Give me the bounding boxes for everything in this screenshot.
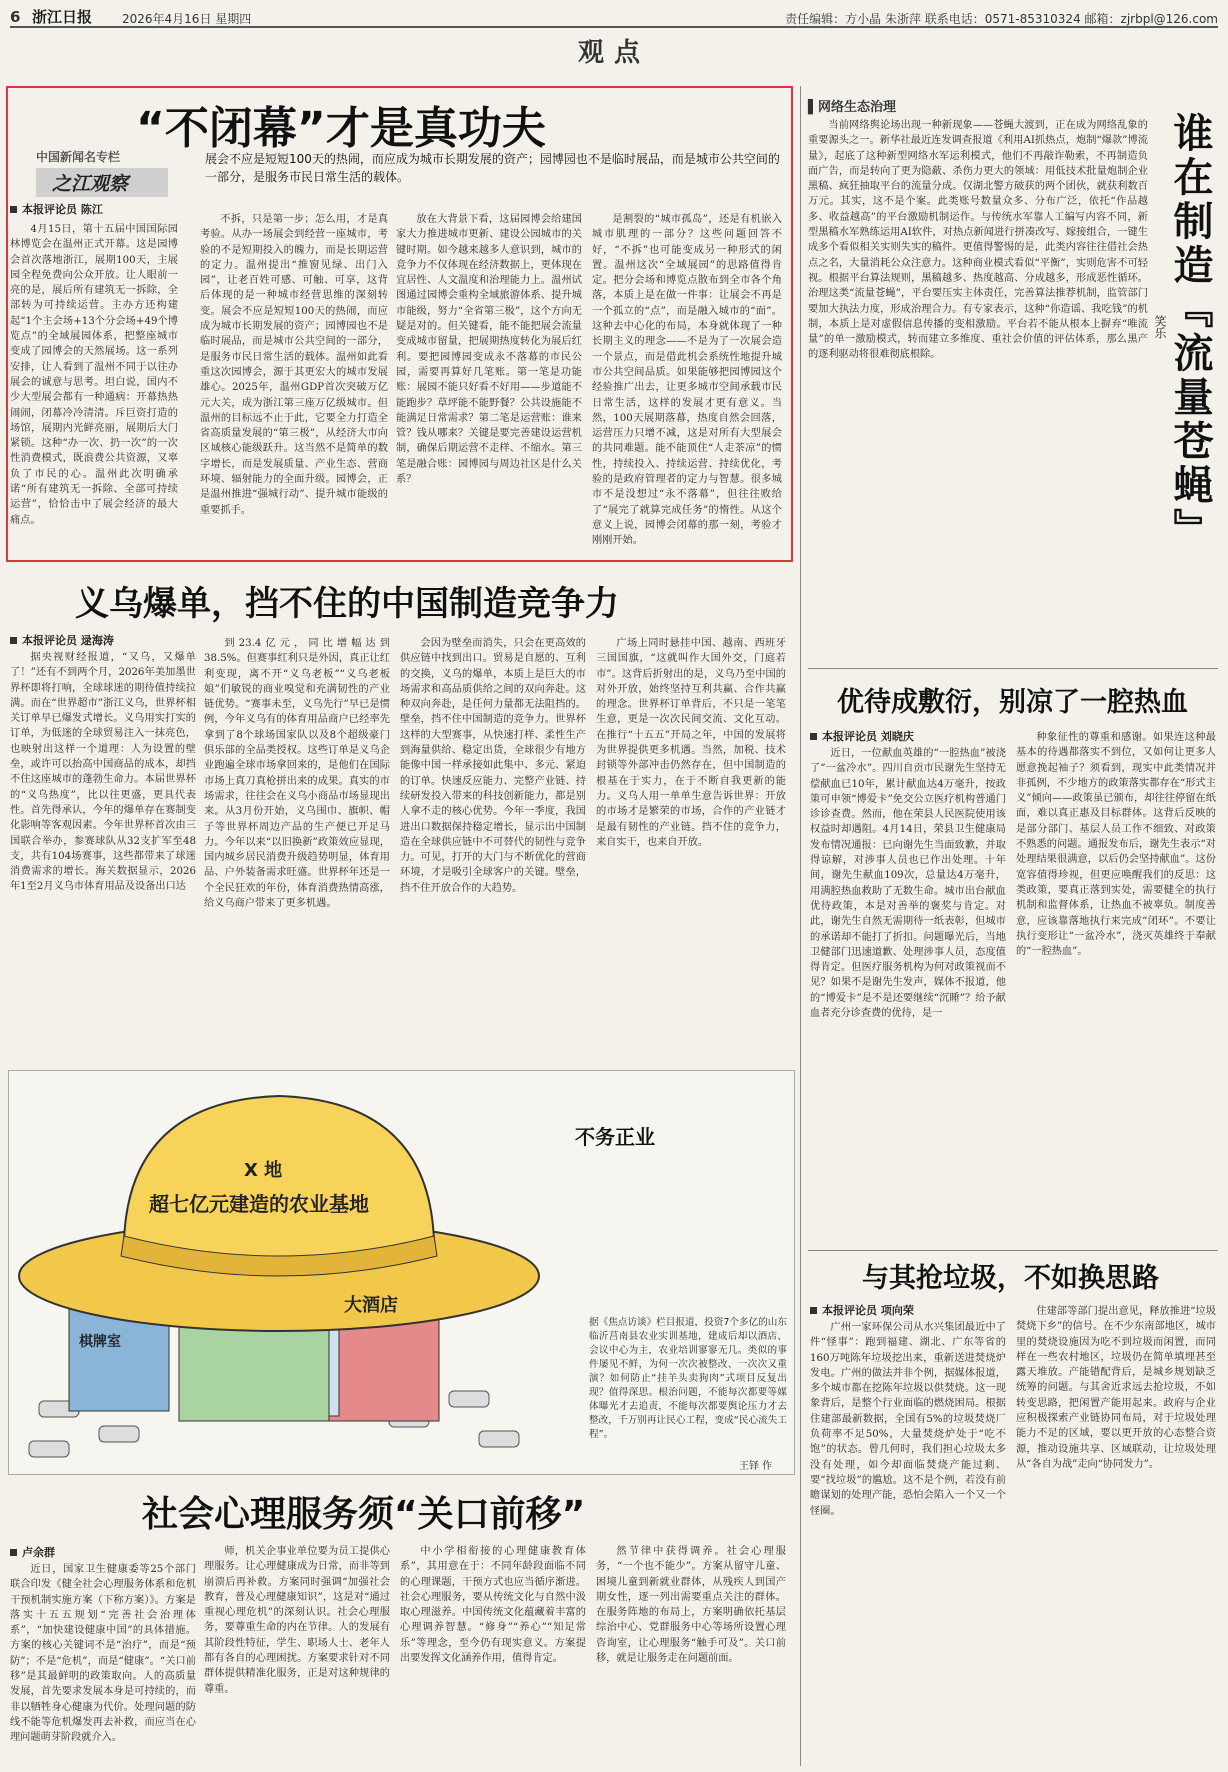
article4-column-2 — [204, 1544, 390, 1766]
article1-lead: 展会不应是短短100天的热闹，而应成为城市长期发展的资产；园博园也不是临时展品，而是城市公共空间的一部分，是服务市民日常生活的载体。 — [205, 152, 780, 184]
right2-column-1 — [810, 746, 1006, 1246]
page-header — [10, 6, 1218, 28]
right1-author: 笑乐 — [1153, 315, 1167, 339]
hotel-sign: 大酒店 — [344, 1295, 398, 1316]
paper-logo: 浙江日报 — [32, 8, 93, 26]
article-title-garbage[interactable]: 与其抢垃圾，不如换思路 — [862, 1263, 1159, 1294]
section-divider — [808, 1250, 1218, 1251]
right3-byline: 本报评论员 项向荣 — [810, 1302, 914, 1318]
right1-vertical-title[interactable]: 谁在制造『流量苍蝇』 — [1167, 112, 1213, 552]
article-title-psychology[interactable]: 社会心理服务须“关口前移” — [142, 1494, 586, 1535]
editor-info: 责任编辑：方小晶 朱浙萍 联系电话：0571-85310324 邮箱：zjrbpl@126.com — [785, 12, 1218, 26]
chess-room-sign: 棋牌室 — [79, 1334, 121, 1350]
hat-text-1: X 地 — [244, 1160, 283, 1181]
article4-column-3 — [400, 1544, 586, 1766]
article-title-blood-donor[interactable]: 优待成敷衍，别凉了一腔热血 — [837, 687, 1188, 718]
paragraph: 师，机关企事业单位要为员工提供心理服务。让心理健康成为日常，而非等到崩溃后再补救。方案同时强调“加强社会教育，普及心理健康知识”，这是对“通过重视心理危机”的深刻认识。社会心理服务，要尊重生命的内在节律。人的发展有其阶段性特征，学生、职场人士、老年人都有各自的心理困扰。方案要求针对不同群体提供精准化服务，正是对这种规律的尊重。 — [204, 1546, 390, 1695]
article1-byline: 本报评论员 陈江 — [10, 201, 103, 217]
issue-date: 2026年4月16日 星期四 — [122, 12, 252, 26]
page-number: 6 — [10, 8, 21, 26]
article1-column-3 — [396, 212, 582, 555]
section-title: 观点 — [577, 38, 650, 68]
column-name: 之江观察 — [36, 168, 168, 197]
cartoon-caption — [589, 1316, 787, 1456]
right3-column-2 — [1016, 1304, 1216, 1764]
cartoon-author: 王铎 作 — [739, 1461, 773, 1472]
paragraph: 近日，国家卫生健康委等25个部门联合印发《健全社会心理服务体系和危机干预机制实施方案（下称方案）》。方案是落实十五五规划“完善社会治理体系”，“加快建设健康中国”的具体措施。方案的核心关键词不是“治疗”，而是“预防”；不是“危机”，而是“健康”。“关口前移”是其最鲜明的政策取向。人的高质量发展，首先要求发展本身是可持续的，而非以牺牲身心健康为代价。处理问题的防线不能等危机爆发再去补救，而应当在心理问题萌芽阶段就介入。 — [10, 1564, 196, 1744]
column-badge — [36, 148, 168, 197]
paragraph: 住建部等部门提出意见，释放推进“垃圾焚烧下乡”的信号。在不少东南部地区，城市里的焚烧设施因为吃不到垃圾而闲置，而同样在一些农村地区，垃圾仍在简单填埋甚至露天堆放。产能错配背后，是城乡规划缺乏统筹的问题。与其舍近求远去抢垃圾，不如转变思路，把闲置产能用起来。政府与企业应积极探索产业链协同布局，对于垃圾处理能力不足的区域，要以更开放的心态整合资源，推动设施共享、区域联动，让垃圾处理从“各自为战”走向“协同发力”。 — [1016, 1306, 1216, 1470]
cartoon-panel — [8, 1070, 795, 1475]
paragraph: 放在大背景下看，这届园博会给建国家大力推进城市更新、建设公园城市的关键时期。如今越来越多人意识到，城市的竞争力不仅体现在经济数据上，更体现在宜居性、人文温度和治理能力上。温州试图通过园博会重构全域旅游体系、提升城市能级，努力“全省第三极”，这个方向无疑是对的。但关键看，能不能把展会流量变成城市留量，把展期热度转化为展后红利。要把园博园变成永不落幕的市民公园，需要再算好几笔账。第一笔是功能账：展园不能只好看不好用——步道能不能跑步？草坪能不能野餐？公共设施能不能满足日常需求？第二笔是运营账：谁来管？钱从哪来？关键是要完善建设运营机制，确保后期运营不走样、不缩水。第三笔是融合账：园博园与周边社区是什么关系？ — [396, 214, 582, 486]
paragraph: 广场上同时悬挂中国、越南、西班牙三国国旗，“这就叫作大国外交，门庭若市”。这背后折射出的是，义乌乃至中国的对外开放，始终坚持互利共赢、合作共赢的理念。世界杯订单背后，不只是一笔笔生意，更是一次次民间交流、文化互动。在推行“十五五”开局之年，中国的发展将为世界提供更多机遇。当然，加税、技术封锁等外部冲击仍然存在，但中国制造的根基在于实力，在于不断自我更新的能力。义乌人用一单单生意告诉世界：开放的市场才是繁荣的市场，合作的产业链才是最有韧性的产业链。挡不住的竞争力，来自实干，也来自开放。 — [596, 638, 786, 848]
paragraph: 不拆，只是第一步；怎么用，才是真考验。从办一场展会到经营一座城市，考验的不是短期投入的魄力，而是长期运营的定力。温州提出“推窗见绿、出门入园”，让老百姓可感、可触、可享，这背后体现的是一种城市经营思维的深刻转变。展会不应是短短100天的热闹，而应成为城市长期发展的资产；园博园也不是临时展品，而是城市公共空间的一部分，是服务市民日常生活的载体。温州如此看重这次园博会，源于其更宏大的城市发展雄心。2025年，温州GDP首次突破万亿元大关，成为浙江第三座万亿级城市。但温州的目标远不止于此，它要全力打造全省高质量发展的“第三极”，从经济大市向区域核心能级跃升。这当然不是简单的数字增长，而是发展质量、产业生态、营商环境、辐射能力的全面升级。园博会，正是温州推进“强城行动”、提升城市能级的重要抓手。 — [200, 214, 388, 516]
paragraph: 然节律中获得调养。社会心理服务，“一个也不能少”。方案从留守儿童、困境儿童到新就业群体，从残疾人到国产期女性，逐一列出需要重点关注的群体。在服务阵地的布局上，方案明确依托基层综治中心、党群服务中心等场所设置心理咨询室，让心理服务“触手可及”。关口前移，就是让服务走在问题前面。 — [596, 1546, 786, 1665]
right2-column-2 — [1016, 730, 1216, 1246]
article-title-not-closing[interactable]: “不闭幕”才是真功夫 — [136, 103, 546, 154]
paragraph: 到23.4亿元，同比增幅达到38.5%。但赛事红利只是外因，真正让红利变现，离不开“义乌老板”“义乌老板娘”们敏锐的商业嗅觉和充满韧性的产业链优势。“赛事未至，义乌先行”早已是惯例，今年义乌有的体育用品商户已经率先拿到了8个球场国家队以及8个超级豪门俱乐部的全品类授权。这些订单是义乌企业跑遍全球市场拿回来的，是他们在国际市场上真刀真枪拼出来的成果。真实的市场需求，往往会在义乌小商品市场显现出来。从3月份开始，义乌围巾、旗帜、帽子等世界杯周边产品的生产便已开足马力。今年以来“以旧换新”政策效应显现，国内城乡居民消费升级趋势明显，体育用品、户外装备需求旺盛。世界杯年还是一个全民狂欢的年份，体育消费热情高涨，给义乌商户带来了更多机遇。 — [204, 638, 390, 910]
caption-text: 据《焦点访谈》栏目报道，投资7个多亿的山东临沂莒南县农业实训基地，建成后却以酒店、会议中心为主，农业培训寥寥无几。类似的事件屡见不鲜，为何一次次被整改、一次次又重演？如何防止“挂羊头卖狗肉”式项目反复出现？值得深思。根治问题，不能每次都要等媒体曝光才去追责，不能每次都要舆论压力才去整改，千万别再让民心工程，变成“民心流失工程”。 — [589, 1317, 787, 1440]
paragraph: 当前网络舆论场出现一种新现象——苍蝇大渡到，正在成为网络乱象的重要源头之一。新华社最近连发调查报道《利用AI抓热点，炮制“爆款”博流量》，起底了这种新型网络水军运利模式，他们不再敲诈勒索，不再制造负面广告，而是转向了更为隐蔽、杀伤力更大的领域：用低技术批量炮制企业黑稿、疯狂抽取平台的流量分成。仅湖北警方破获的两个团伙，就获利数百万元。其实，这不是个案。此类账号数量众多、分布广泛，依托“作品越多、收益越高”的平台激励机制运作。与传统水军靠人工编写内容不同，新型黑稿水军熟练运用AI软件，对热点新闻进行拼凑改写、嫁接组合，一键生成多个看似相关实则失实的稿件。更值得警惕的是，此类内容往往借社会热点之名，大量消耗公众注意力。这种商业模式看似“平衡”，实则危害不可轻视。根据平台算法规则，黑稿越多、热度越高、分成越多，形成恶性循环。治理这类“流量苍蝇”，平台要压实主体责任，完善算法推荐机制，监管部门要加大执法力度，形成治理合力。有专家表示，这种“你造谣、我吃钱”的机制，本质上是对虚假信息传播的变相激励。平台若不能从根本上摒弃“唯流量”的单一激励模式，转而建立多维度、重社会价值的评估体系，那么黑产的逐利驱动将很难彻底根除。 — [808, 120, 1148, 361]
article1-column-4 — [592, 212, 782, 555]
column-divider — [800, 86, 801, 1766]
right3-column-1 — [810, 1320, 1006, 1764]
article4-column-1 — [10, 1562, 196, 1766]
topic-tag-label: 网络生态治理 — [818, 100, 897, 115]
article2-column-3 — [400, 636, 586, 1058]
paragraph: 4月15日，第十五届中国国际园林博览会在温州正式开幕。这是园博会首次落地浙江，展期100天，主展园全程免费向公众开放。让人眼前一亮的是，展后所有建筑无一拆除，全部转为可持续运营。主办方还构建起“1个主会场+13个分会场+49个博览点”的全域展园体系，把整座城市变成了园博会的天然展场。这一系列安排，让人看到了温州不同于以往办展会的诚意与思考。坦白说，国内不少大型展会都有一种通病：开幕热热闹闹，闭幕冷冷清清。斥巨资打造的场馆，展期内光鲜亮丽，展期后大门紧锁。这种“办一次、扔一次”的一次性消费模式，既浪费公共资源，又辜负了市民的心。温州此次明确承诺“所有建筑无一拆除、全部可持续运营”，恰恰击中了展会经济的最大痛点。 — [10, 224, 178, 526]
topic-tag: ▌网络生态治理 — [808, 100, 897, 115]
article1-column-2 — [200, 212, 388, 555]
article2-column-1 — [10, 650, 196, 1058]
paragraph: 据央视财经报道，“又乌，又爆单了！”还有不到两个月，2026年美加墨世界杯即将打响，全球球迷的期待值持续拉满。而在“世界超市”浙江义乌，世界杯相关订单早已爆发式增长。义乌用实打实的订单，为低迷的全球贸易注入一抹亮色，也映射出这样一个道理：人为设置的壁垒，或许可以抬高中国商品的成本，却挡不住这座城市的蓬勃生命力。本届世界杯的“义乌热度”，比以往更盛，更具代表性。首先得承认，今年的爆单存在赛制变化影响等客观因素。今年世界杯首次由三国联合举办，参赛球队从32支扩军至48支，共有104场赛事，这些都带来了球迷消费需求的增长。海关数据显示，2026年1至2月义乌市体育用品及设备出口达 — [10, 652, 196, 893]
right1-body — [808, 118, 1148, 674]
cartoon-title: 不务正业 — [575, 1125, 655, 1149]
paragraph: 广州一家环保公司从水兴集团最近中了件“怪事”：跑到福建、湖北、广东等省的160万吨陈年垃圾挖出来，重新送进焚烧炉发电。广州的做法并非个例，据媒体报道，多个城市都在挖陈年垃圾以供焚烧。这一现象背后，是整个行业面临的燃烧困局。根据住建部最新数据，全国有5%的垃圾焚烧厂负荷率不足50%，大量焚烧炉处于“吃不饱”的状态。曾几何时，我们担心垃圾太多没有处理，如今却面临焚烧产能过剩、要“找垃圾”的尴尬。这不是个例，若没有前瞻谋划的处理产能，恐怕会陷入一个又一个怪圈。 — [810, 1322, 1006, 1517]
paragraph: 中小学相衔接的心理健康教育体系”，其用意在于：不同年龄段面临不同的心理课题，干预方式也应当循序渐进。社会心理服务，要从传统文化与自然中汲取心理滋养。中国传统文化蕴藏着丰富的心理调养智慧。“修身”“养心”“知足常乐”等理念，至今仍有现实意义。方案提出要发挥文化涵养作用，值得肯定。 — [400, 1546, 586, 1665]
article1-column-1 — [10, 222, 178, 555]
article2-byline: 本报评论员 逯海涛 — [10, 632, 114, 648]
article2-column-2 — [204, 636, 390, 1058]
article4-column-4 — [596, 1544, 786, 1766]
article2-column-4 — [596, 636, 786, 1058]
article4-byline: 卢余群 — [10, 1544, 55, 1560]
section-divider — [808, 668, 1218, 669]
paragraph: 是割裂的“城市孤岛”，还是有机嵌入城市肌理的一部分？这些问题回答不好，“不拆”也可能变成另一种形式的闲置。温州这次“全域展园”的思路值得肯定。把分会场和博览点散布到全市各个角落，本质上是在做一件事：让展会不再是一个孤立的“点”，而是融入城市的“面”。这种去中心化的布局，本身就体现了一种长期主义的理念——不是为了一次展会造一个景点，而是借此机会系统性地提升城市公共空间品质。如果能够把园博园这个经验推广出去，让更多城市空间承载市民日常生活，这样的发展才更有意义。当然，100天展期落幕，热度自然会回落，运营压力只增不减，这是对所有大型展会的共同难题。能不能顶住“人走茶凉”的惯性，持续投入、持续运营、持续优化，考验的是政府管理者的定力与智慧。很多城市不是没想过“永不落幕”，但往往败给了“展完了就算完成任务”的惰性。从这个意义上说，园博会闭幕的那一刻，考验才刚刚开始。 — [592, 214, 782, 547]
cartoon-illustration — [9, 1071, 569, 1471]
paragraph: 会因为壁垒而消失，只会在更高效的供应链中找到出口。贸易是自愿的、互利的交换，义乌的爆单，本质上是巨大的市场需求和高品质供给之间的双向奔赴。这种双向奔赴，是任何力量都无法阻挡的。壁垒，挡不住中国制造的竞争力。世界杯这样的大型赛事，从快速打样、柔性生产到海量供给、稳定出货，全球很少有地方能像中国一样承接如此集中、多元、紧迫的订单。快速反应能力、完整产业链、持续研发投入带来的科技创新能力，都是别人拿不走的核心优势。今年一季度，我国进出口数据保持稳定增长，显示出中国制造在全球供应链中不可替代的韧性与竞争力。可见，打开的大门与不断优化的营商环境，才是吸引全球客户的关键。壁垒，挡不住开放合作的大趋势。 — [400, 638, 586, 894]
article-title-yiwu[interactable]: 义乌爆单，挡不住的中国制造竞争力 — [75, 584, 619, 624]
paragraph: 近日，一位献血英雄的“一腔热血”被浇了“一盆冷水”。四川自贡市民谢先生坚持无偿献血已10年，累计献血达4万毫升，按政策可申领“博爱卡”免交公立医疗机构普通门诊诊查费。然而，他在荣县人民医院使用该权益时却遇阻。4月14日，荣县卫生健康局发布情况通报：已向谢先生当面致歉，并取得谅解，对涉事人员也已作出处理。十年间，谢先生献血109次，总量达4万毫升，用满腔热血救助了无数生命。城市出台献血优待政策，本是对善举的褒奖与肯定。对此，谢先生自然无需期待一纸表彰，但城市的承诺却不能打了折扣。问题曝光后，当地卫健部门迅速道歉、处理涉事人员，态度值得肯定。但医疗服务机构为何对政策视而不见？如果不是谢先生发声，媒体不报道，他的“博爱卡”是不是还要继续“沉睡”？给予献血者充分诊查费的优待，是一 — [810, 748, 1006, 1020]
column-tag: 中国新闻名专栏 — [36, 150, 121, 164]
hat-text-2: 超七亿元建造的农业基地 — [149, 1192, 369, 1216]
right2-byline: 本报评论员 刘晓庆 — [810, 728, 914, 744]
paragraph: 种象征性的尊重和感谢。如果连这种最基本的待遇都落实不到位，又如何让更多人愿意挽起袖子？须看到，现实中此类情况并非孤例，不少地方的政策落实都存在“形式主义”倾向——政策虽已颁布，却往往停留在纸面，难以真正惠及目标群体。这背后反映的是部分部门、基层人员工作不细致、对政策不熟悉的问题。通报发布后，谢先生表示“对处理结果很满意，以后仍会坚持献血”。这份宽容值得珍视，但更应唤醒我们的反思：这类政策，要真正落到实处，需要健全的执行机制和监督体系，让热血不被辜负。制度善意，应该靠落地执行来完成“闭环”。不要让执行变形让“一盆冷水”，浇灭英雄终于奉献的“一腔热血”。 — [1016, 732, 1216, 958]
